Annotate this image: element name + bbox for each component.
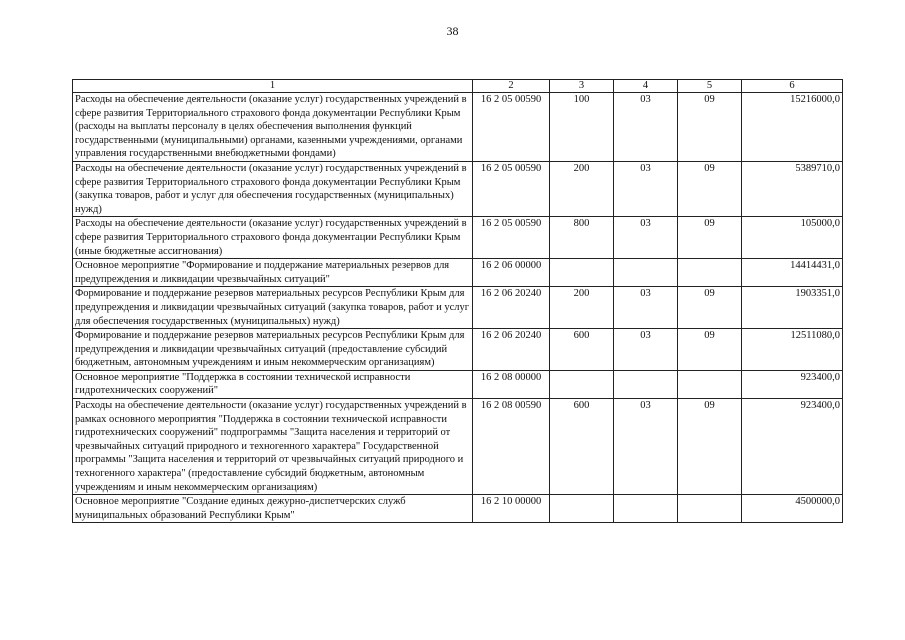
row-name-cell: Расходы на обеспечение деятельности (оказание услуг) государственных учреждений в сфере развития Территориального страхового фонда документации Республики Крым (расходы на выплаты персоналу в целях обеспечения выполнения функций государственными (муниципальными) органами, казенными учреждениями, органами управления государственными внебюджетными фондами) bbox=[73, 93, 473, 162]
row-rz-cell: 03 bbox=[614, 399, 678, 495]
column-header: 6 bbox=[742, 80, 843, 93]
table-row bbox=[73, 259, 843, 287]
row-code-cell: 16 2 05 00590 bbox=[473, 93, 550, 162]
row-pr-cell bbox=[678, 370, 742, 398]
row-code-cell: 16 2 08 00000 bbox=[473, 370, 550, 398]
row-rz-cell bbox=[614, 370, 678, 398]
row-code-cell: 16 2 06 20240 bbox=[473, 287, 550, 329]
table-body bbox=[73, 93, 843, 523]
column-header: 2 bbox=[473, 80, 550, 93]
row-code-cell: 16 2 06 20240 bbox=[473, 329, 550, 371]
row-rz-cell: 03 bbox=[614, 287, 678, 329]
row-code-cell: 16 2 10 00000 bbox=[473, 495, 550, 523]
column-header: 5 bbox=[678, 80, 742, 93]
row-amount-cell: 1903351,0 bbox=[742, 287, 843, 329]
row-rz-cell: 03 bbox=[614, 93, 678, 162]
row-name-cell: Расходы на обеспечение деятельности (оказание услуг) государственных учреждений в сфере развития Территориального страхового фонда документации Республики Крым (иные бюджетные ассигнования) bbox=[73, 217, 473, 259]
row-amount-cell: 923400,0 bbox=[742, 399, 843, 495]
table-row bbox=[73, 399, 843, 495]
row-pr-cell bbox=[678, 495, 742, 523]
row-rz-cell: 03 bbox=[614, 329, 678, 371]
row-amount-cell: 105000,0 bbox=[742, 217, 843, 259]
row-name-cell: Расходы на обеспечение деятельности (оказание услуг) государственных учреждений в рамках основного мероприятия "Поддержка в состоянии технической исправности гидротехнических сооружений" подпрограммы "Защита населения и территорий от чрезвычайных ситуаций природного и техногенного характера" Государственной программы "Защита населения и территорий от чрезвычайных ситуаций природного и техногенного характера" (предоставление субсидий бюджетным, автономным учреждениям и иным некоммерческим организациям) bbox=[73, 399, 473, 495]
row-name-cell: Формирование и поддержание резервов материальных ресурсов Республики Крым для предупреждения и ликвидации чрезвычайных ситуаций (предоставление субсидий бюджетным, автономным учреждениям и иным некоммерческим организациям) bbox=[73, 329, 473, 371]
row-amount-cell: 15216000,0 bbox=[742, 93, 843, 162]
table-row bbox=[73, 93, 843, 162]
row-name-cell: Формирование и поддержание резервов материальных ресурсов Республики Крым для предупреждения и ликвидации чрезвычайных ситуаций (закупка товаров, работ и услуг для обеспечения государственных (муниципальных) нужд) bbox=[73, 287, 473, 329]
row-vr-cell bbox=[550, 370, 614, 398]
page-number: 38 bbox=[446, 24, 459, 38]
row-name-cell: Основное мероприятие "Формирование и поддержание материальных резервов для предупреждения и ликвидации чрезвычайных ситуаций" bbox=[73, 259, 473, 287]
column-header: 1 bbox=[73, 80, 473, 93]
row-vr-cell: 600 bbox=[550, 399, 614, 495]
row-vr-cell: 600 bbox=[550, 329, 614, 371]
table-row bbox=[73, 370, 843, 398]
row-pr-cell: 09 bbox=[678, 93, 742, 162]
row-vr-cell: 200 bbox=[550, 287, 614, 329]
row-amount-cell: 12511080,0 bbox=[742, 329, 843, 371]
column-header: 3 bbox=[550, 80, 614, 93]
row-amount-cell: 923400,0 bbox=[742, 370, 843, 398]
row-vr-cell bbox=[550, 495, 614, 523]
row-code-cell: 16 2 06 00000 bbox=[473, 259, 550, 287]
row-name-cell: Основное мероприятие "Поддержка в состоянии технической исправности гидротехнических сооружений" bbox=[73, 370, 473, 398]
budget-table bbox=[72, 79, 843, 523]
row-rz-cell: 03 bbox=[614, 161, 678, 216]
row-pr-cell: 09 bbox=[678, 217, 742, 259]
table-header-row bbox=[73, 80, 843, 93]
row-rz-cell bbox=[614, 495, 678, 523]
row-pr-cell bbox=[678, 259, 742, 287]
row-amount-cell: 4500000,0 bbox=[742, 495, 843, 523]
row-vr-cell: 200 bbox=[550, 161, 614, 216]
column-header: 4 bbox=[614, 80, 678, 93]
row-amount-cell: 5389710,0 bbox=[742, 161, 843, 216]
row-pr-cell: 09 bbox=[678, 399, 742, 495]
table-row bbox=[73, 329, 843, 371]
row-code-cell: 16 2 05 00590 bbox=[473, 217, 550, 259]
row-vr-cell: 800 bbox=[550, 217, 614, 259]
row-name-cell: Расходы на обеспечение деятельности (оказание услуг) государственных учреждений в сфере развития Территориального страхового фонда документации Республики Крым (закупка товаров, работ и услуг для обеспечения государственных (муниципальных) нужд) bbox=[73, 161, 473, 216]
row-pr-cell: 09 bbox=[678, 287, 742, 329]
table-row bbox=[73, 287, 843, 329]
row-name-cell: Основное мероприятие "Создание единых дежурно-диспетчерских служб муниципальных образований Республики Крым" bbox=[73, 495, 473, 523]
row-vr-cell: 100 bbox=[550, 93, 614, 162]
table-row bbox=[73, 161, 843, 216]
row-code-cell: 16 2 08 00590 bbox=[473, 399, 550, 495]
row-pr-cell: 09 bbox=[678, 161, 742, 216]
row-rz-cell bbox=[614, 259, 678, 287]
row-pr-cell: 09 bbox=[678, 329, 742, 371]
row-amount-cell: 14414431,0 bbox=[742, 259, 843, 287]
table-row bbox=[73, 495, 843, 523]
row-vr-cell bbox=[550, 259, 614, 287]
row-code-cell: 16 2 05 00590 bbox=[473, 161, 550, 216]
row-rz-cell: 03 bbox=[614, 217, 678, 259]
table-row bbox=[73, 217, 843, 259]
